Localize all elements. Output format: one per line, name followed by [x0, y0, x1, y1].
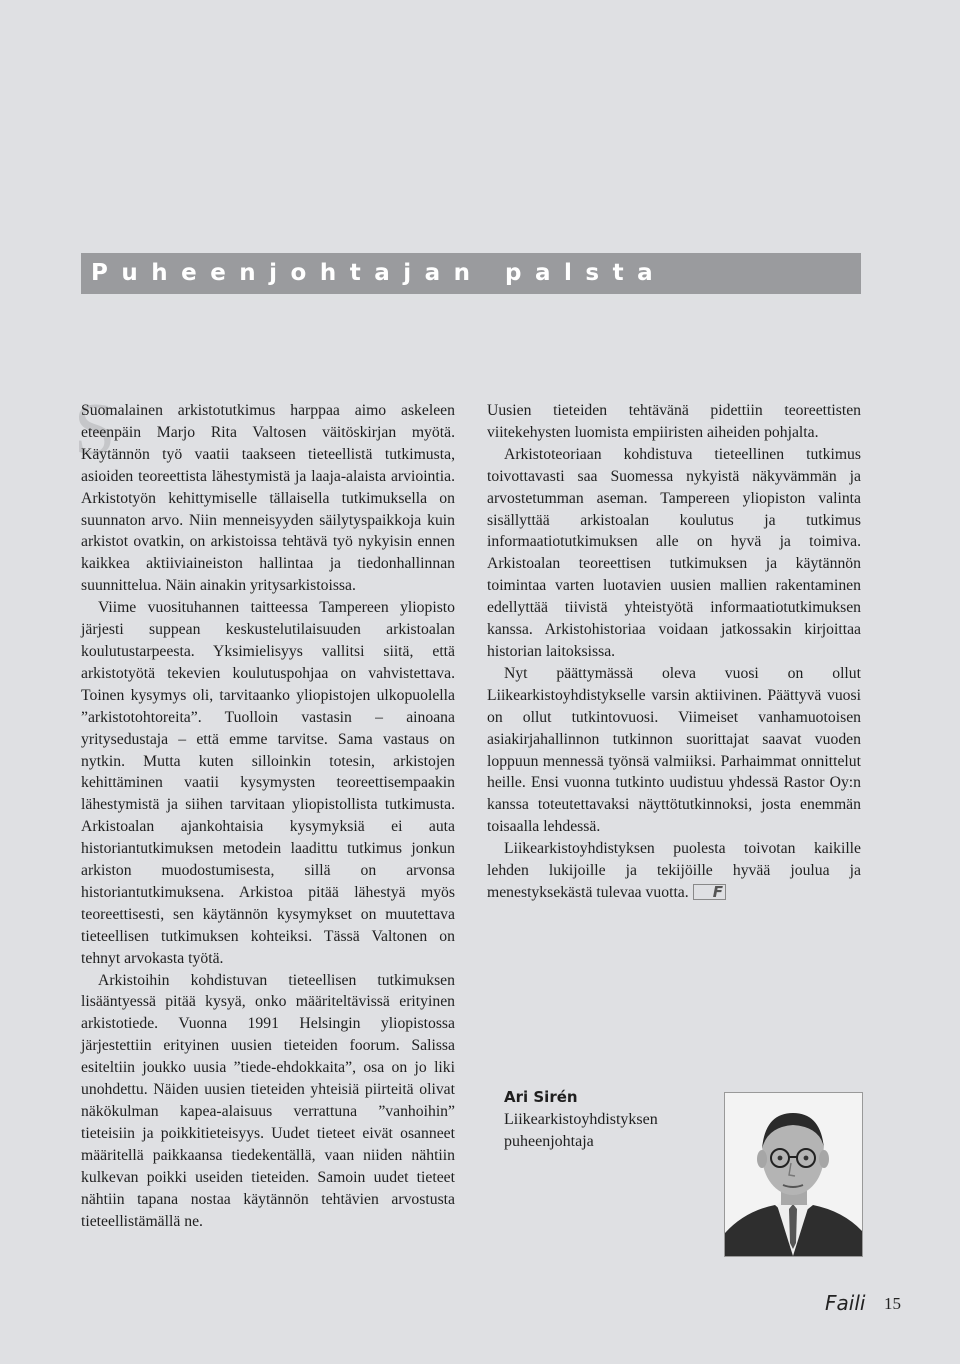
portrait-image [725, 1093, 862, 1256]
article-paragraph: Arkistoteoriaan kohdistuva tieteellinen tutkimus toivottavasti saa Suomessa nykyistä näkyvämmän ja arvostetumman aseman. Tampereen yliopiston valinta sisällyttää arkistoalan koulutus ja tutkimus informaatiotutkimuksen alle on hyvä ja toimiva. Arkistoalan teoreettisen tutkimuksen ja käytännön toimintaa varten luotavien uusien mallien rakentaminen edellyttää tiivistä yhteistyötä informaatiotutkimuksen kanssa. Arkistohistoriaa voidaan jatkossakin kirjoittaa historian laitoksissa. [487, 445, 861, 660]
article-paragraph: Nyt päättymässä oleva vuosi on ollut Liikearkistoyhdistykselle varsin aktiivinen. Päättyvä vuosi on ollut tutkintovuosi. Viimeiset vanhamuotoisen asiakirjahallinnon tutkinnon suorittajat saavat vuoden loppuun mennessä työnsä valmiiksi. Parhaimmat onnittelut heille. Ensi vuonna tutkinto uudistuu yhdessä Rastor Oy:n kanssa toteutettavaksi näyttötutkinnoksi, josta enemmän toisaalla lehdessä. [487, 664, 861, 836]
article-paragraph: Viime vuosituhannen taitteessa Tampereen yliopisto järjesti suppean keskustelutilaisuuden arkistoalan koulutustarpeesta. Yksimielisyys vallitsi siitä, että arkistotyötä tekevien koulutuspohjaa on vahvistettava. Toinen kysymys oli, tarvitaanko yliopistojen ulkopuolella ”arkistotohtoreita”. Tuolloin vastasin – ainoana yritysedustaja – että emme tarvitse. Sama vastaus on nytkin. Mutta kuten silloinkin totesin, arkistojen kehittäminen vaatii kysymysten teoreettisempaakin lähestymistä ja siihen tarvitaan yliopistollista tutkimusta. Arkistoalan ajankohtaisia kysymyksiä ei auta historiantutkimuksen metodein laadittu tutkimus jonkun arkiston muodostumisesta, sillä on arvonsa historiantutkimuksena. Arkistoa pitää lähestyä myös teoreettisesti, sen käytännön kysymykset on muutettava tieteellisen tutkimuksen kohteiksi. Tässä Valtonen on tehnyt arvokasta työtä. [81, 599, 455, 967]
end-mark-icon: F [693, 884, 726, 900]
author-portrait [724, 1092, 863, 1257]
article-paragraph: Uusien tieteiden tehtävänä pidettiin teoreettisten viitekehysten luomista empiiristen aiheiden pohjalta. [487, 402, 861, 441]
section-title: Puheenjohtajan palsta [91, 260, 667, 286]
drop-cap: S [74, 389, 116, 471]
article-paragraph [74, 389, 455, 597]
author-name: Ari Sirén [504, 1088, 578, 1106]
magazine-name: Faili [825, 1291, 866, 1315]
paragraph-text: Liikearkistoyhdistyksen puolesta toivotan kaikille lehden lukijoille ja tekijöille hyvää joulua ja menestyksekästä tulevaa vuotta. [487, 840, 861, 901]
author-role: Liikearkistoyhdistyksen [504, 1110, 658, 1128]
article-paragraph: Arkistoihin kohdistuvan tieteellisen tutkimuksen lisääntyessä pitää kysyä, onko määriteltävissä erityinen arkistotiede. Vuonna 1991 Helsingin yliopistossa järjestettiin erityinen uusien tieteiden foorum. Salissa esiteltiin joukko uusia ”tiede-ehdokkaita”, osa on jo liki unohdettu. Näiden uusien tieteiden yhteisiä piirteitä olivat näkökulman kapea-alaisuus verrattuna ”vanhoihin” tieteisiin ja poikkitieteisyys. Uudet tieteet eivät osanneet määritellä paikkaansa tiedekentällä, vaan niiden nähtiin kulkevan poikki useiden tieteiden. Samoin uudet tieteet nähtiin tapana nostaa käytännön tehtävien arvostusta tieteellistämällä ne. [81, 971, 455, 1230]
article-column-right [487, 400, 861, 904]
paragraph-text: Suomalainen arkistotutkimus harppaa aimo askeleen eteenpäin Marjo Rita Valtosen väitöskirjan myötä. Käytännön työ vaatii taakseen tieteellistä tutkimusta, asioiden teoreettista lähestymistä ja laaja-alaista arviointia. Arkistotyön kehittymiselle tällaisella tutkimuksella on suunnaton arvo. Niin menneisyyden säilytyspaikkoja kuin arkistot ovatkin, on arkistoissa tehtävä työ nykyisin ennen kaikkea aktiiviaineiston hallintaa ja tiedonhallinnan suunnittelua. Näin ainakin yritysarkistoissa. [81, 402, 455, 595]
author-role: puheenjohtaja [504, 1133, 594, 1150]
page-number: 15 [884, 1294, 901, 1313]
article-column-left [74, 389, 455, 1232]
section-header-bar [81, 253, 861, 294]
article-paragraph [487, 838, 861, 904]
author-signature [504, 1086, 704, 1154]
